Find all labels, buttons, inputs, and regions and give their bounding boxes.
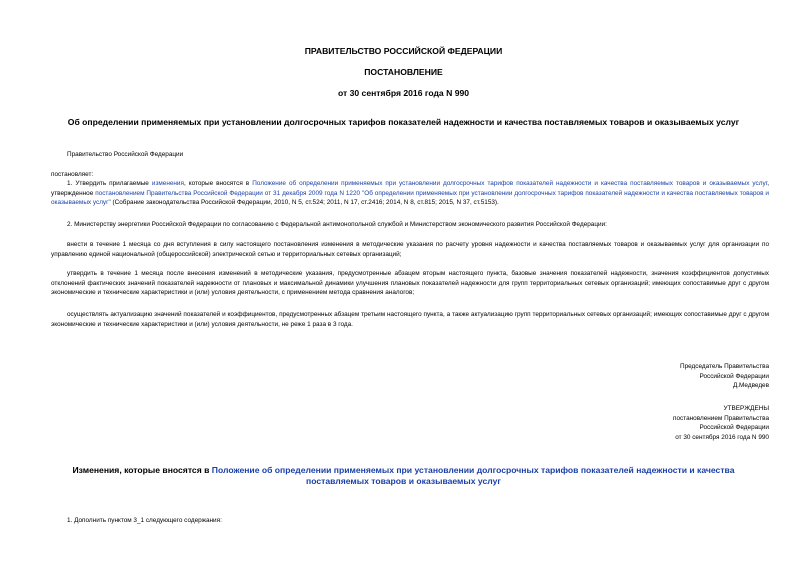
- decree-1220-link[interactable]: постановлением Правительства Российской Федерации от 31 декабря 2009 года N 1220 "Об определении применяемых при установлении долгосрочных тарифов показателей надежности и качества поставляемых товаров и оказываемых услуг": [51, 189, 769, 207]
- signature-line-2: Российской Федерации: [699, 372, 769, 380]
- signature-line-1: Председатель Правительства: [680, 363, 769, 370]
- approved-line-1: УТВЕРЖДЕНЫ: [723, 405, 769, 412]
- approved-line-3: Российской Федерации: [699, 424, 769, 432]
- decree-word: постановляет:: [51, 171, 94, 178]
- paragraph-4: утвердить в течение 1 месяца после внесения изменений в методические указания, предусмотренные абзацем вторым настоящего пункта, базовые значения показателей надежности, значения коэффициентов допустимых отклонений фактических значений показателей надежности от плановых и максимальной динамики улучшения плановых показателей надежности для групп территориальных сетевых организаций; имеющих сопоставимые друг с другом экономические и технические характеристики и (или) условия деятельности, с применением метода сравнения аналогов;: [51, 270, 769, 297]
- paragraph-3: внести в течение 1 месяца со дня вступления в силу настоящего постановления изменения в методические указания по расчету уровня надежности и качества поставляемых товаров и оказываемых услуг для организации по управлению единой национальной (общероссийской) электрической сетью и территориальных сетевых организаций;: [51, 241, 769, 258]
- paragraph-2: 2. Министерству энергетики Российской Федерации по согласованию с Федеральной антимонопольной службой и Министерством экономического развития Российской Федерации:: [67, 221, 607, 228]
- document-type: ПОСТАНОВЛЕНИЕ: [364, 67, 443, 77]
- item-1: 1. Дополнить пунктом 3_1 следующего содержания:: [67, 517, 222, 524]
- changes-subtitle: [40, 465, 767, 487]
- issuer-text: Правительство Российской Федерации: [67, 151, 184, 158]
- subtitle-prefix: Изменения, которые вносятся в: [72, 465, 212, 475]
- p1-text-b: , которые вносятся в: [183, 180, 253, 187]
- regulation-link[interactable]: Положение об определении применяемых при установлении долгосрочных тарифов показателей надежности и качества поставляемых товаров и оказываемых услуг: [252, 180, 768, 187]
- signature-block: [680, 362, 769, 391]
- p1-text-c: , утвержденное: [51, 180, 770, 197]
- changes-link[interactable]: изменения: [151, 180, 184, 187]
- approved-line-4: от 30 сентября 2016 года N 990: [675, 433, 769, 441]
- subtitle-regulation-link[interactable]: Положение об определении применяемых при установлении долгосрочных тарифов показателей надежности и качества поставляемых товаров и оказываемых услуг: [211, 465, 735, 486]
- document-date-number: от 30 сентября 2016 года N 990: [337, 88, 470, 98]
- government-heading: ПРАВИТЕЛЬСТВО РОССИЙСКОЙ ФЕДЕРАЦИИ: [304, 46, 503, 56]
- p1-text-a: 1. Утвердить прилагаемые: [67, 180, 152, 187]
- signature-line-3: Д.Медведев: [732, 382, 769, 390]
- approved-block: [673, 404, 769, 442]
- approved-line-2: постановлением Правительства: [673, 414, 769, 422]
- document-title: Об определении применяемых при установлении долгосрочных тарифов показателей надежности и качества поставляемых товаров и оказываемых услуг: [67, 117, 740, 127]
- paragraph-1: [51, 179, 769, 208]
- paragraph-5: осуществлять актуализацию значений показателей и коэффициентов, предусмотренных абзацем третьим настоящего пункта, а также актуализацию групп территориальных сетевых организаций; имеющих сопоставимые друг с другом экономические и технические характеристики и (или) условия деятельности, не реже 1 раза в 3 года.: [51, 311, 769, 328]
- p1-text-d: (Собрание законодательства Российской Федерации, 2010, N 5, ст.524; 2011, N 17, ст.2416; 2014, N 8, ст.815; 2015, N 37, ст.5153).: [110, 199, 499, 207]
